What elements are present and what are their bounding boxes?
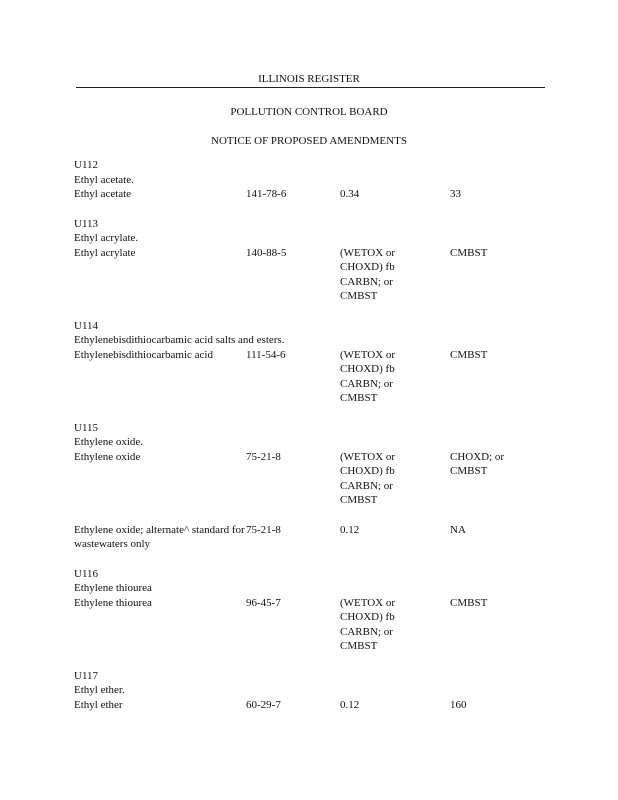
waste-name: Ethylene thiourea bbox=[74, 582, 152, 594]
nonwastewater-standard: NA bbox=[450, 523, 466, 536]
nonwastewater-standard: CMBST bbox=[450, 596, 488, 609]
nonwastewater-standard: CMBST bbox=[450, 246, 488, 259]
cas-number: 96-45-7 bbox=[246, 596, 281, 609]
wastewater-standard-line: CARBN; or bbox=[340, 377, 393, 390]
waste-name: Ethylenebisdithiocarbamic acid salts and esters. bbox=[74, 334, 285, 346]
waste-entry bbox=[74, 669, 544, 713]
waste-code: U114 bbox=[74, 319, 99, 332]
waste-code: U112 bbox=[74, 159, 99, 171]
cas-number: 75-21-8 bbox=[246, 523, 281, 536]
waste-name: Ethylene oxide. bbox=[74, 436, 144, 448]
waste-entry bbox=[74, 158, 544, 202]
wastewater-standard-line: 0.34 bbox=[340, 188, 360, 200]
nonwastewater-standard: 33 bbox=[450, 188, 461, 200]
nonwastewater-standard: 160 bbox=[450, 698, 467, 711]
waste-entry bbox=[74, 319, 544, 406]
wastewater-standard bbox=[340, 523, 450, 552]
constituent-row bbox=[74, 450, 544, 508]
waste-entry bbox=[74, 421, 544, 552]
waste-code: U117 bbox=[74, 669, 99, 682]
cas-number: 60-29-7 bbox=[246, 698, 281, 711]
constituent-row bbox=[74, 523, 544, 552]
waste-entry bbox=[74, 567, 544, 654]
wastewater-standard bbox=[340, 187, 450, 202]
nonwastewater-standard: CHOXD; or CMBST bbox=[450, 450, 505, 477]
cas-number: 111-54-6 bbox=[246, 348, 286, 361]
waste-code: U113 bbox=[74, 217, 99, 230]
constituent-row bbox=[74, 698, 544, 713]
constituent-name: Ethylene oxide bbox=[74, 450, 141, 463]
wastewater-standard-line: (WETOX or bbox=[340, 246, 396, 259]
waste-code: U116 bbox=[74, 567, 99, 580]
wastewater-standard-line: (WETOX or bbox=[340, 596, 396, 609]
wastewater-standard-line: CMBST bbox=[340, 392, 378, 404]
wastewater-standard bbox=[340, 348, 450, 406]
board-title: POLLUTION CONTROL BOARD bbox=[230, 106, 388, 118]
waste-name: Ethyl ether. bbox=[74, 684, 125, 696]
cas-number: 140-88-5 bbox=[246, 246, 287, 259]
constituent-name: Ethylene thiourea bbox=[74, 596, 152, 609]
constituent-name: Ethyl acetate bbox=[74, 188, 132, 200]
wastewater-standard-line: (WETOX or bbox=[340, 450, 396, 463]
waste-code: U115 bbox=[74, 421, 99, 434]
waste-entry bbox=[74, 217, 544, 304]
notice-title: NOTICE OF PROPOSED AMENDMENTS bbox=[211, 135, 407, 147]
wastewater-standard bbox=[340, 246, 450, 304]
cas-number: 75-21-8 bbox=[246, 450, 281, 463]
wastewater-standard-line: CARBN; or bbox=[340, 479, 393, 492]
waste-name: Ethyl acetate. bbox=[74, 173, 134, 186]
nonwastewater-standard: CMBST bbox=[450, 348, 488, 361]
constituent-row bbox=[74, 246, 544, 304]
wastewater-standard-line: CMBST bbox=[340, 640, 378, 652]
wastewater-standard-line: CHOXD) fb bbox=[340, 611, 395, 623]
wastewater-standard bbox=[340, 698, 450, 713]
wastewater-standard-line: CARBN; or bbox=[340, 625, 393, 638]
constituent-row bbox=[74, 596, 544, 654]
wastewater-standard-line: CARBN; or bbox=[340, 275, 393, 288]
wastewater-standard-line: CMBST bbox=[340, 494, 378, 506]
constituent-name: Ethylene oxide; alternate^ standard for wastewaters only bbox=[74, 523, 245, 550]
wastewater-standard-line: CMBST bbox=[340, 290, 378, 302]
constituent-name: Ethylenebisdithiocarbamic acid bbox=[74, 348, 213, 361]
wastewater-standard bbox=[340, 596, 450, 654]
constituent-name: Ethyl acrylate bbox=[74, 246, 136, 259]
wastewater-standard-line: 0.12 bbox=[340, 698, 360, 711]
waste-code-list bbox=[74, 158, 544, 727]
constituent-row bbox=[74, 187, 544, 202]
header-rule bbox=[76, 87, 545, 88]
wastewater-standard-line: CHOXD) fb bbox=[340, 465, 395, 477]
constituent-name: Ethyl ether bbox=[74, 698, 123, 711]
wastewater-standard-line: 0.12 bbox=[340, 523, 360, 536]
waste-name: Ethyl acrylate. bbox=[74, 232, 139, 244]
register-title: ILLINOIS REGISTER bbox=[258, 73, 360, 85]
wastewater-standard bbox=[340, 450, 450, 508]
cas-number: 141-78-6 bbox=[246, 188, 287, 200]
wastewater-standard-line: CHOXD) fb bbox=[340, 261, 395, 273]
constituent-row bbox=[74, 348, 544, 406]
wastewater-standard-line: CHOXD) fb bbox=[340, 363, 395, 375]
wastewater-standard-line: (WETOX or bbox=[340, 348, 396, 361]
